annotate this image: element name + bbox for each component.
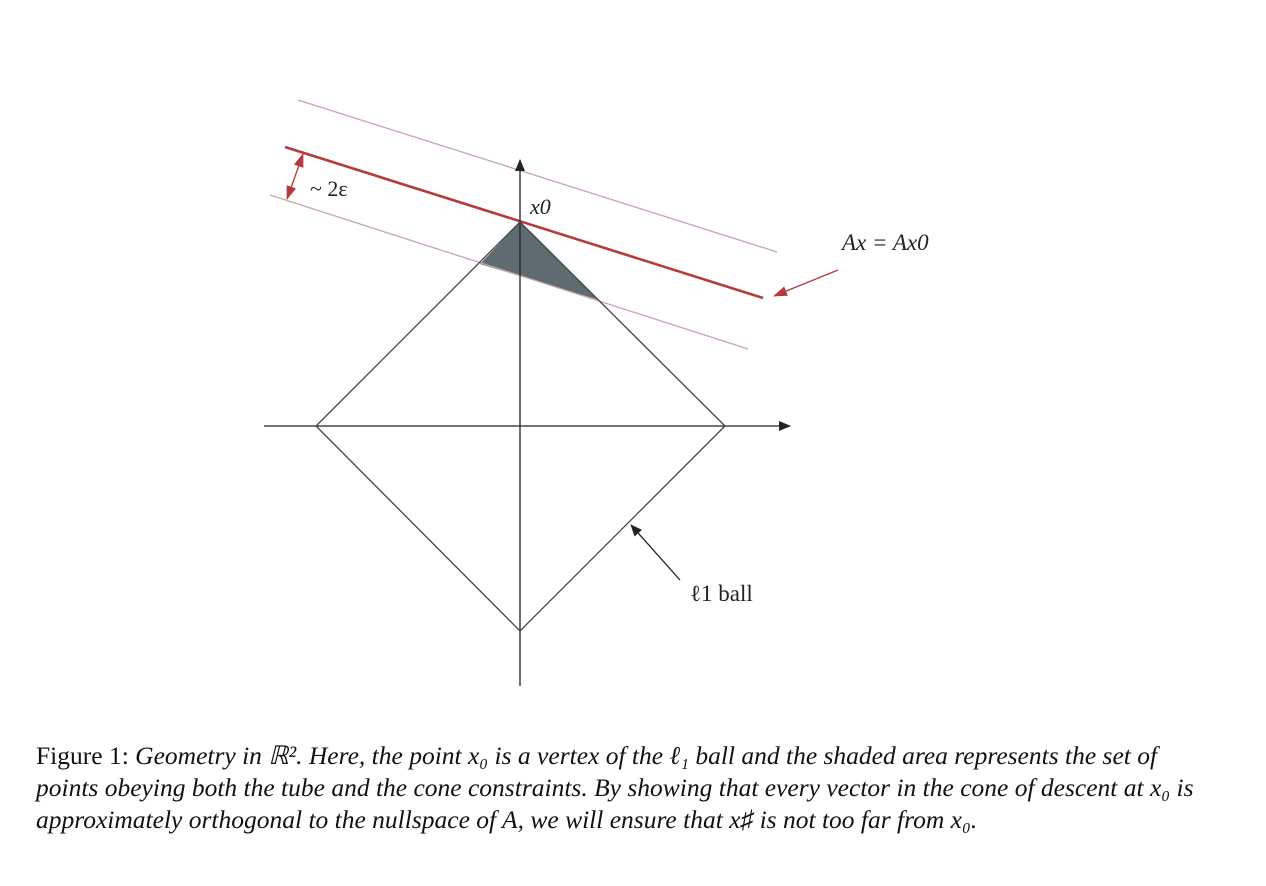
l1-ball-label: ℓ1 ball [690,581,753,606]
epsilon-width-arrow [287,154,303,199]
constraint-label: Ax = Ax0 [842,230,929,255]
constraint-pointer-arrow [774,270,838,296]
figure-caption [36,740,1196,836]
epsilon-label: ~ 2ε [310,176,348,201]
x0-label: x0 [530,194,551,219]
caption-label: Figure 1: [36,741,129,770]
l1-ball-pointer-arrow [631,525,680,580]
caption-text: Geometry in ℝ². Here, the point x₀ is a vertex of the ℓ₁ ball and the shaded area represents the set of points obeying both the tube and the cone constraints. By showing that every vector in the cone of descent at x₀ is approximately orthogonal to the nullspace of A, we will ensure that x♯ is not too far from x₀. [36,741,1194,834]
shaded-region [480,222,599,300]
tube-upper-line [298,100,777,252]
